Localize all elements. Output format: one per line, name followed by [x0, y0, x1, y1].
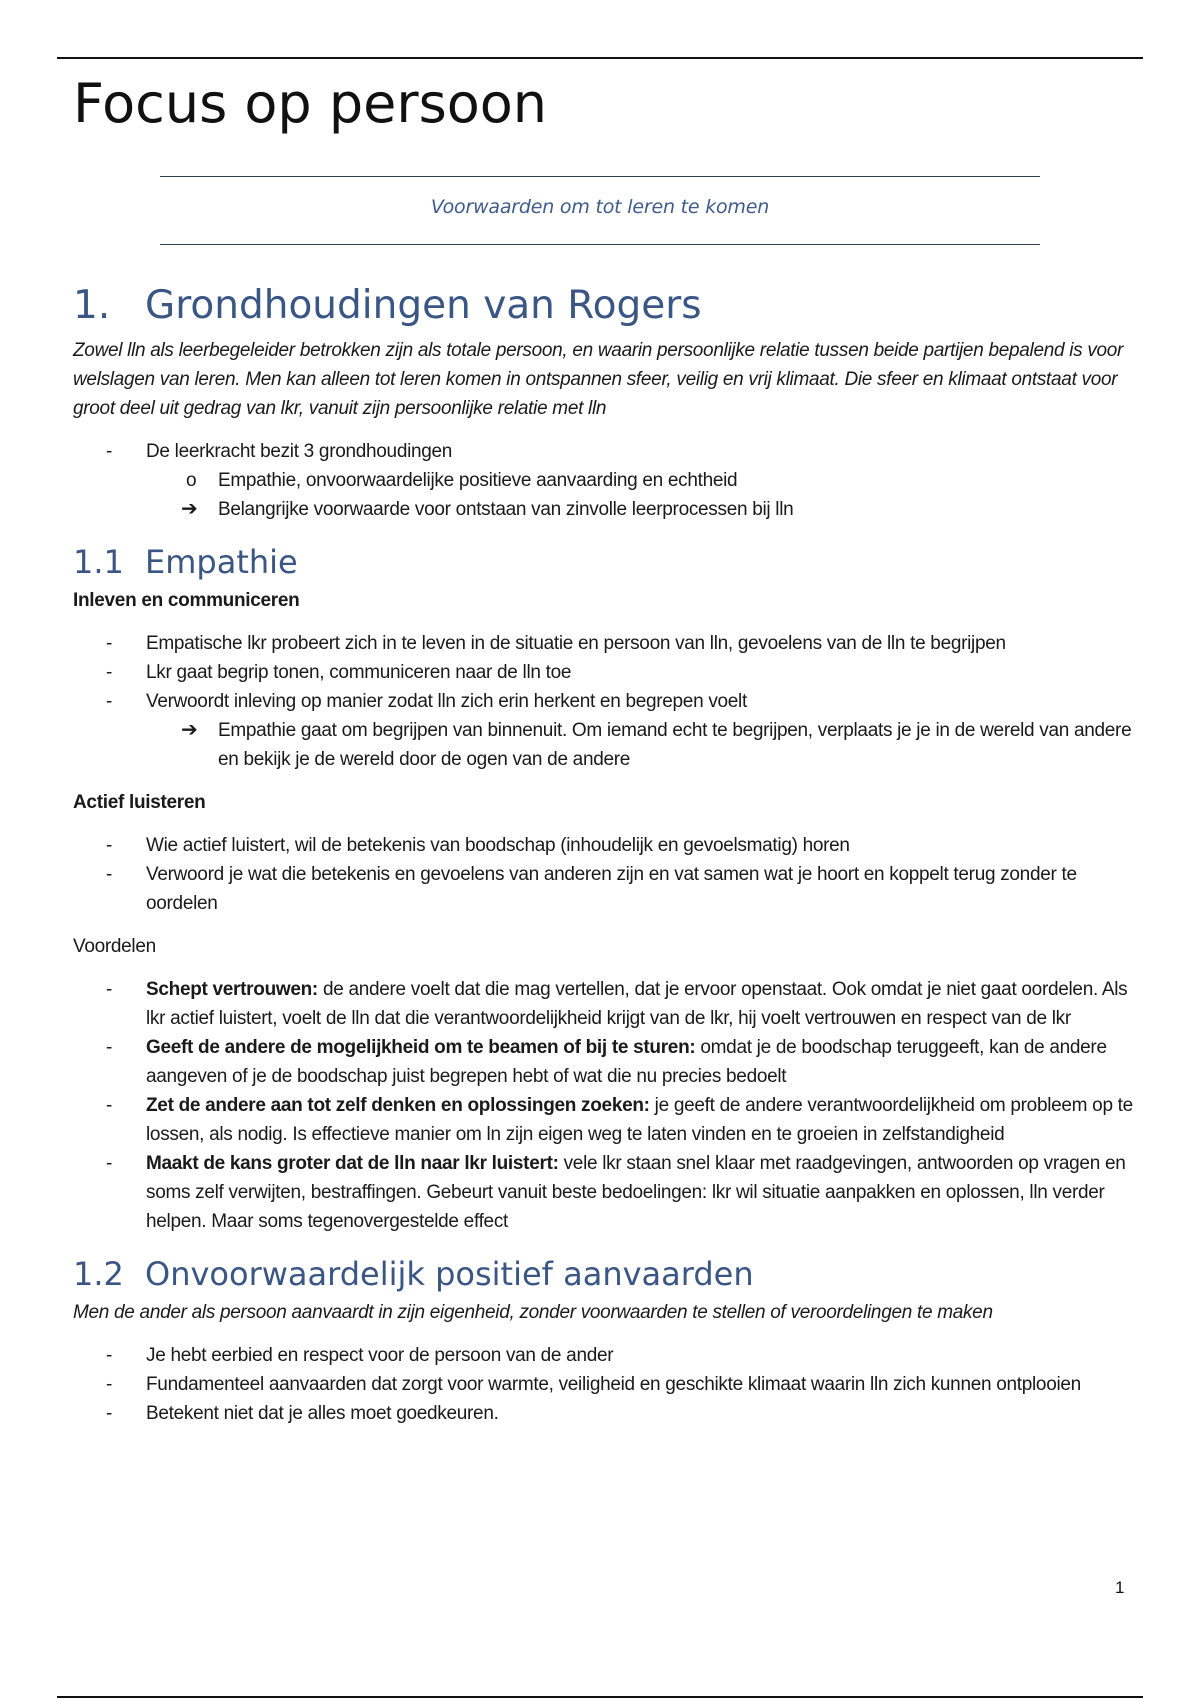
list-item: - Betekent niet dat je alles moet goedkeuren.	[73, 1399, 1133, 1428]
document-body	[73, 276, 1133, 1442]
list-item: - Lkr gaat begrip tonen, communiceren naar de lln toe	[73, 658, 1133, 687]
dash-bullet: -	[106, 864, 113, 885]
dash-bullet: -	[106, 835, 113, 856]
list-item: - Schept vertrouwen: de andere voelt dat die mag vertellen, dat je ervoor openstaat. Ook omdat je niet gaat oordelen. Als lkr actief luistert, voelt de lln dat die verantwoordelijkheid krijgt van de lkr, hij voelt vertrouwen en respect van de lkr	[73, 975, 1133, 1033]
dash-bullet: -	[106, 979, 113, 1000]
section-heading-1-1	[73, 538, 1133, 586]
section-intro: Men de ander als persoon aanvaardt in zijn eigenheid, zonder voorwaarden te stellen of veroordelingen te maken	[73, 1302, 993, 1323]
list-item: ➔ Empathie gaat om begrijpen van binnenuit. Om iemand echt te begrijpen, verplaats je je in de wereld van andere en bekijk je de wereld door de ogen van de andere	[73, 716, 1133, 774]
page-number: 1	[1115, 1578, 1125, 1597]
arrow-icon: ➔	[181, 498, 198, 520]
subheading-actief-luisteren: Actief luisteren	[73, 792, 206, 813]
dash-bullet: -	[106, 662, 113, 683]
list-item: - Verwoord je wat die betekenis en gevoelens van anderen zijn en vat samen wat je hoort en koppelt terug zonder te oordelen	[73, 860, 1133, 918]
section-intro: Zowel lln als leerbegeleider betrokken zijn als totale persoon, en waarin persoonlijke relatie tussen beide partijen bepalend is voor welslagen van leren. Men kan alleen tot leren komen in ontspannen sfeer, veilig en vrij klimaat. Die sfeer en klimaat ontstaat voor groot deel uit gedrag van lkr, vanuit zijn persoonlijke relatie met lln	[73, 340, 1124, 419]
list-item: - Fundamenteel aanvaarden dat zorgt voor warmte, veiligheid en geschikte klimaat waarin lln zich kunnen ontplooien	[73, 1370, 1133, 1399]
section-title: Onvoorwaardelijk positief aanvaarden	[145, 1255, 754, 1293]
dash-bullet: -	[106, 691, 113, 712]
section-number: 1.1	[73, 543, 124, 581]
bullet-list	[73, 1341, 1133, 1428]
dash-bullet: -	[106, 1374, 113, 1395]
bullet-list	[73, 831, 1133, 918]
document-subtitle: Voorwaarden om tot leren te komen	[430, 196, 770, 218]
list-item: o Empathie, onvoorwaardelijke positieve aanvaarding en echtheid	[73, 466, 1133, 495]
subtitle-rule-top	[160, 176, 1040, 177]
subheading-inleven: Inleven en communiceren	[73, 590, 300, 611]
dash-bullet: -	[106, 1345, 113, 1366]
arrow-icon: ➔	[181, 719, 198, 741]
bottom-rule	[57, 1696, 1143, 1698]
bullet-list	[73, 975, 1133, 1236]
section-number: 1.2	[73, 1255, 124, 1293]
section-heading-1-2	[73, 1250, 1133, 1298]
subtitle-rule-bottom	[160, 244, 1040, 245]
list-item: - Empatische lkr probeert zich in te leven in de situatie en persoon van lln, gevoelens van de lln te begrijpen	[73, 629, 1133, 658]
list-item: - Wie actief luistert, wil de betekenis van boodschap (inhoudelijk en gevoelsmatig) horen	[73, 831, 1133, 860]
subheading-voordelen: Voordelen	[73, 936, 156, 957]
list-item: - De leerkracht bezit 3 grondhoudingen	[73, 437, 1133, 466]
dash-bullet: -	[106, 1037, 113, 1058]
dash-bullet: -	[106, 1095, 113, 1116]
top-rule	[57, 57, 1143, 59]
section-number: 1.	[73, 283, 111, 328]
list-item: ➔ Belangrijke voorwaarde voor ontstaan van zinvolle leerprocessen bij lln	[73, 495, 1133, 524]
list-item: - Verwoordt inleving op manier zodat lln zich erin herkent en begrepen voelt	[73, 687, 1133, 716]
section-title: Grondhoudingen van Rogers	[145, 283, 702, 328]
document-title: Focus op persoon	[73, 72, 548, 135]
list-item: - Zet de andere aan tot zelf denken en oplossingen zoeken: je geeft de andere verantwoordelijkheid om probleem op te lossen, als nodig. Is effectieve manier om ln zijn eigen weg te laten vinden en te groeien in zelfstandigheid	[73, 1091, 1133, 1149]
bullet-list	[73, 437, 1133, 524]
section-title: Empathie	[145, 543, 298, 581]
dash-bullet: -	[106, 1403, 113, 1424]
circle-bullet: o	[186, 470, 197, 491]
list-item: - Maakt de kans groter dat de lln naar lkr luistert: vele lkr staan snel klaar met raadgevingen, antwoorden op vragen en soms zelf verwijten, bestraffingen. Gebeurt vanuit beste bedoelingen: lkr wil situatie aanpakken en oplossen, lln verder helpen. Maar soms tegenovergestelde effect	[73, 1149, 1133, 1236]
list-item: - Geeft de andere de mogelijkheid om te beamen of bij te sturen: omdat je de boodschap teruggeeft, kan de andere aangeven of je de boodschap juist begrepen hebt of wat die nu precies bedoelt	[73, 1033, 1133, 1091]
dash-bullet: -	[106, 1153, 113, 1174]
dash-bullet: -	[106, 633, 113, 654]
section-heading-1	[73, 276, 1133, 336]
dash-bullet: -	[106, 441, 113, 462]
bullet-list	[73, 629, 1133, 774]
list-item: - Je hebt eerbied en respect voor de persoon van de ander	[73, 1341, 1133, 1370]
